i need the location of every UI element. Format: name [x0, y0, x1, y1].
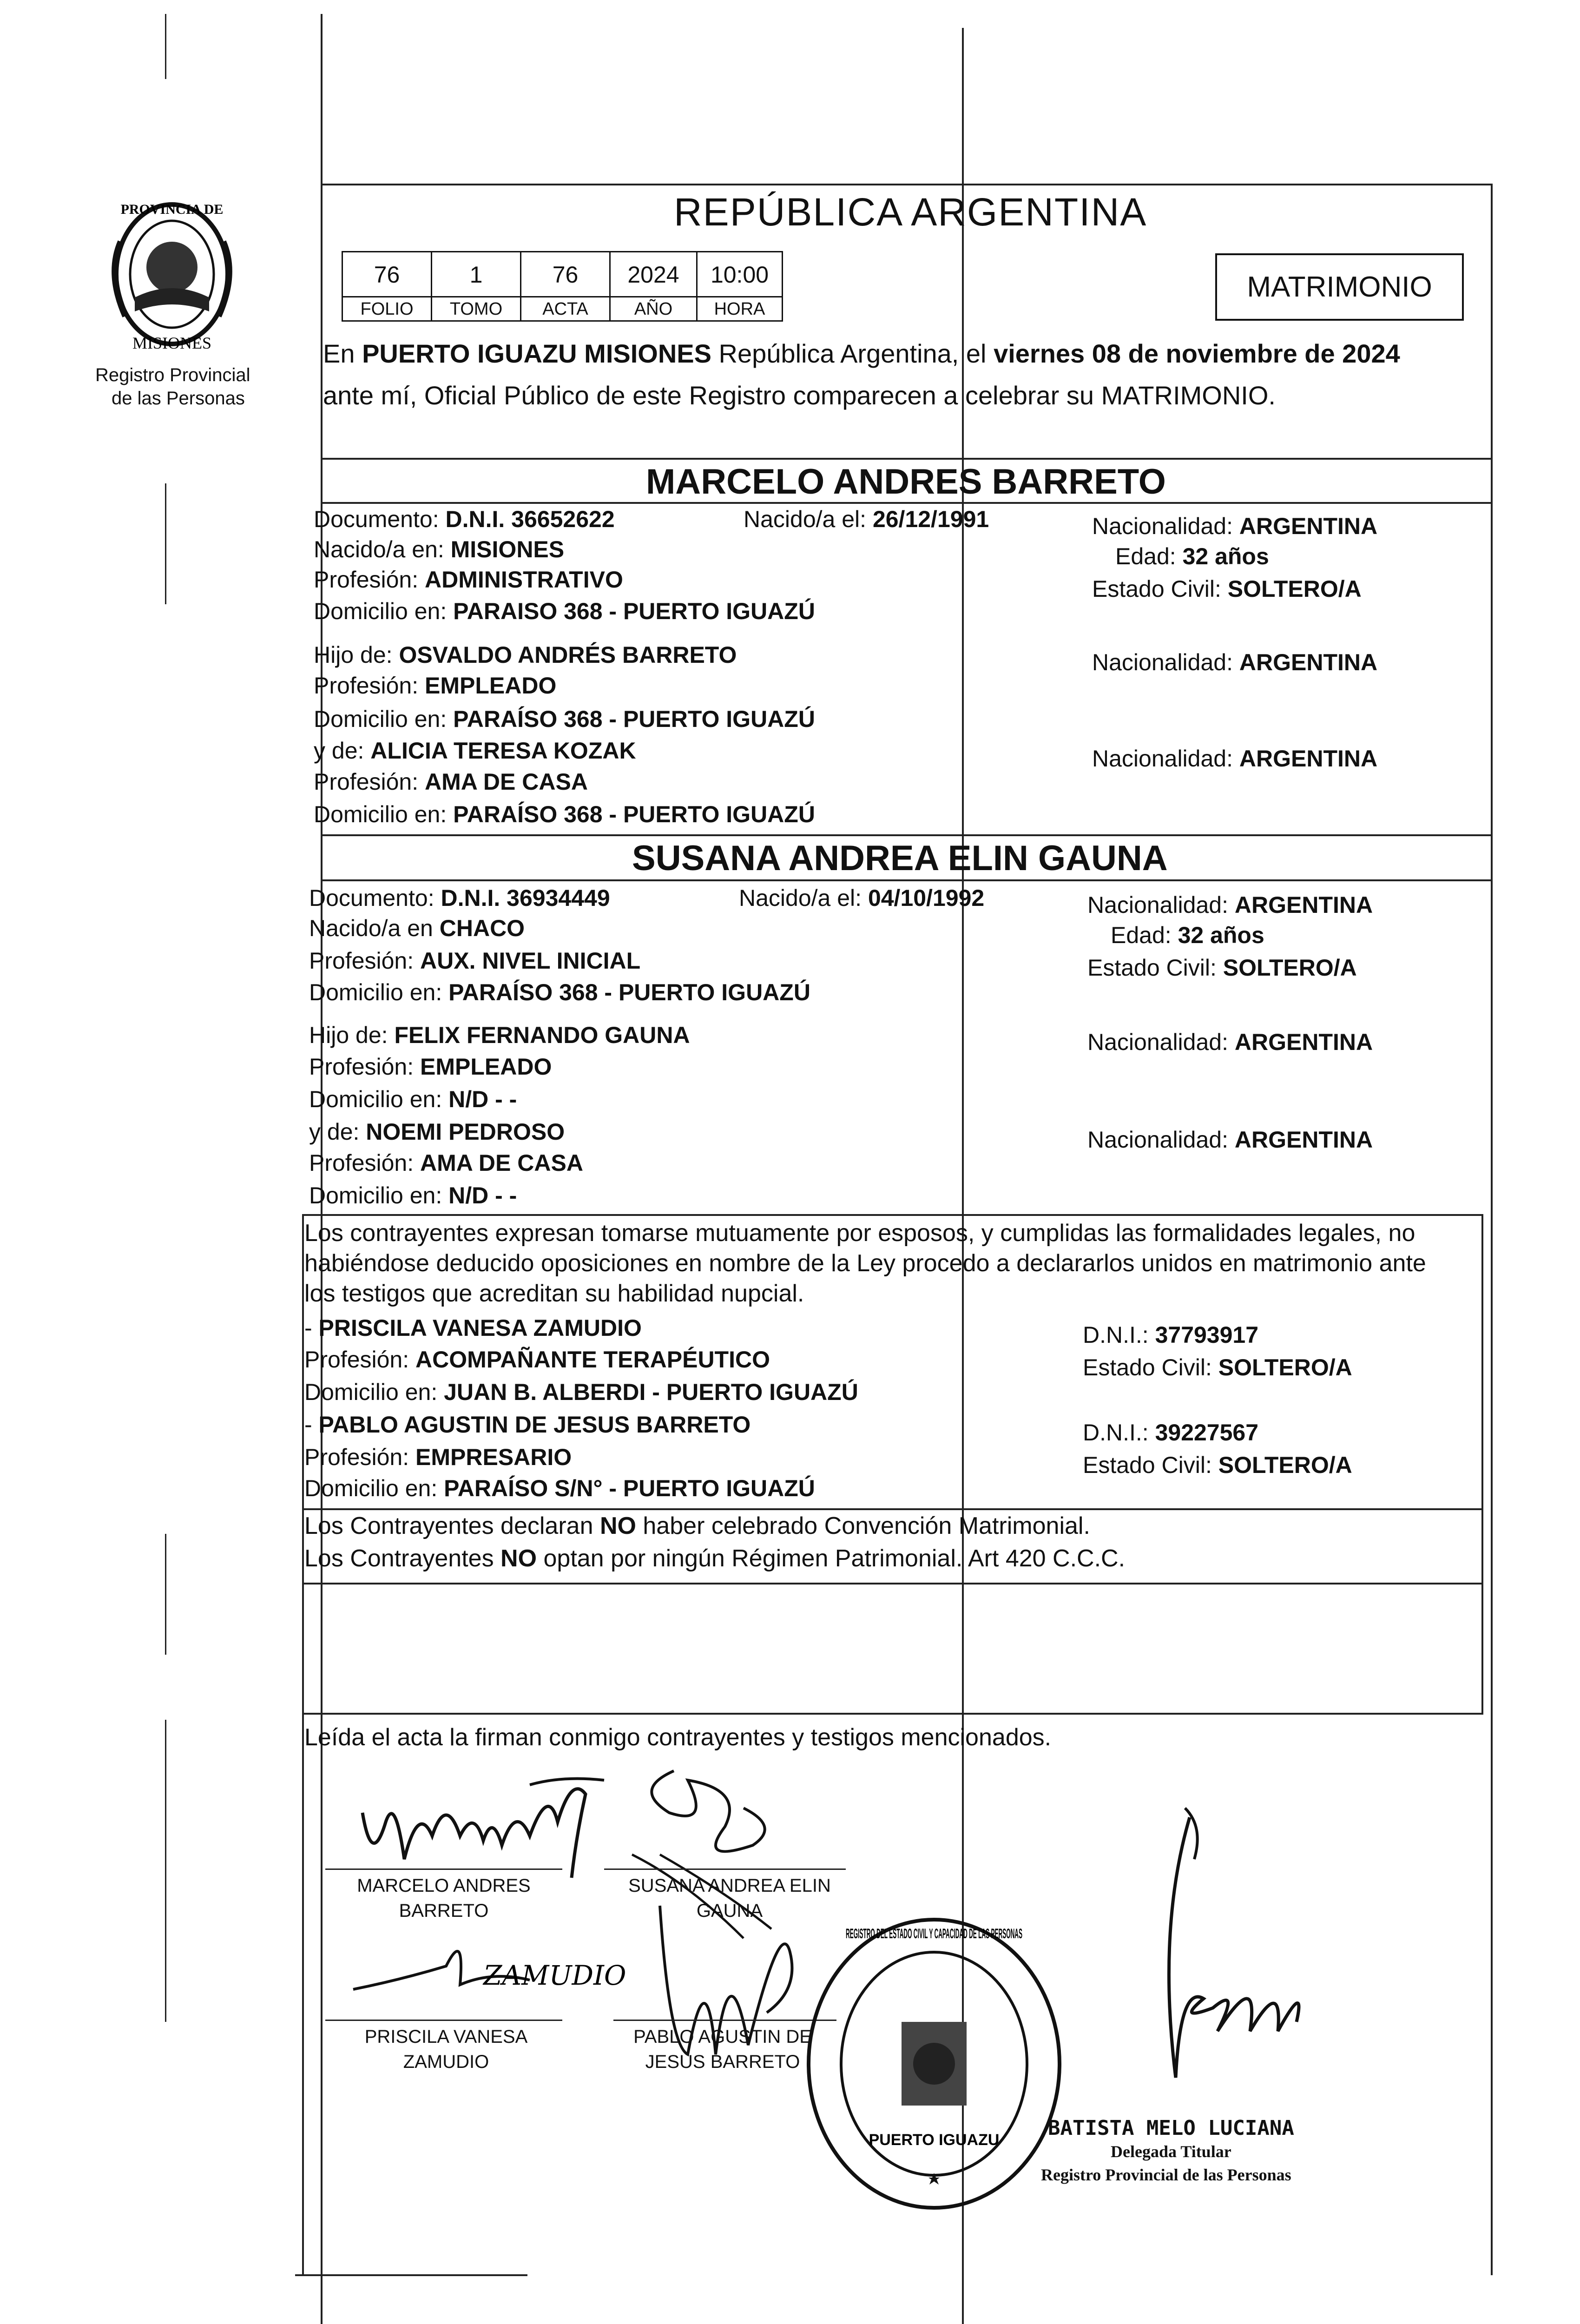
- spouse2-nationality: Nacionalidad: ARGENTINA: [1087, 892, 1373, 918]
- spouse1-father-nationality: Nacionalidad: ARGENTINA: [1092, 649, 1378, 675]
- signature-official: [1064, 1789, 1324, 2138]
- doc-type-label: MATRIMONIO: [1247, 271, 1432, 303]
- witness2-civil-status: Estado Civil: SOLTERO/A: [1083, 1452, 1352, 1478]
- intro-prefix: En: [323, 339, 362, 368]
- declaration-line3: los testigos que acreditan su habilidad nupcial.: [304, 1280, 804, 1307]
- spouse2-mother-profession: Profesión: AMA DE CASA: [309, 1150, 583, 1176]
- official-name: BATISTA MELO LUCIANA: [1048, 2116, 1294, 2140]
- registry-name-line1: Registro Provincial: [95, 365, 250, 385]
- spouse2-birthplace: Nacido/a en CHACO: [309, 915, 525, 941]
- spouse2-doc: Documento: D.N.I. 36934449: [309, 885, 610, 911]
- emblem-icon: [93, 186, 251, 363]
- witness1-dni: D.N.I.: 37793917: [1083, 1322, 1259, 1348]
- declaration-line2: habiéndose deducido oposiciones en nombre de la Ley procedo a declararlos unidos en matrimonio ante: [304, 1250, 1426, 1277]
- spouse1-age: Edad: 32 años: [1115, 543, 1269, 569]
- country-title: REPÚBLICA ARGENTINA: [674, 190, 1147, 234]
- intro-line2: ante mí, Oficial Público de este Registro comparecen a celebrar su MATRIMONIO.: [323, 381, 1276, 410]
- spouse1-father: Hijo de: OSVALDO ANDRÉS BARRETO: [314, 642, 737, 668]
- spouse1-born: Nacido/a el: 26/12/1991: [744, 506, 989, 532]
- signature-priscila: [344, 1920, 626, 2013]
- official-organization: Registro Provincial de las Personas: [1041, 2166, 1291, 2184]
- divider-regime: [302, 1508, 1483, 1510]
- frame-right-edge: [1481, 1214, 1483, 1714]
- divider-declaration: [302, 1214, 1483, 1216]
- emblem-bottom-text: MISIONES: [132, 334, 212, 352]
- spouse2-mother-address: Domicilio en: N/D - -: [309, 1182, 517, 1208]
- spouse1-father-address: Domicilio en: PARAÍSO 368 - PUERTO IGUAZÚ: [314, 706, 815, 732]
- spouse1-mother: y de: ALICIA TERESA KOZAK: [314, 738, 636, 764]
- witness2-dni: D.N.I.: 39227567: [1083, 1419, 1259, 1446]
- witness2-address: Domicilio en: PARAÍSO S/N° - PUERTO IGUAZÚ: [304, 1475, 815, 1501]
- witness2-profession: Profesión: EMPRESARIO: [304, 1444, 572, 1470]
- frame-left-edge: [302, 1214, 304, 2275]
- spouse1-mother-nationality: Nacionalidad: ARGENTINA: [1092, 746, 1378, 772]
- spouse1-address: Domicilio en: PARAISO 368 - PUERTO IGUAZÚ: [314, 598, 815, 624]
- official-stamp: [799, 1910, 1069, 2217]
- spouse2-father-profession: Profesión: EMPLEADO: [309, 1054, 552, 1080]
- intro-place: PUERTO IGUAZU MISIONES: [362, 339, 711, 368]
- spouse2-father: Hijo de: FELIX FERNANDO GAUNA: [309, 1022, 690, 1048]
- witness1-profession: Profesión: ACOMPAÑANTE TERAPÉUTICO: [304, 1347, 770, 1373]
- fold-line-left-3: [165, 1534, 166, 1655]
- signature-label-susana: SUSANA ANDREA ELIN GAUNA: [628, 1875, 831, 1921]
- emblem-top-text: PROVINCIA DE: [120, 202, 224, 217]
- declaration-line1: Los contrayentes expresan tomarse mutuamente por esposos, y cumplidas las formalidades legales, no: [304, 1220, 1415, 1247]
- regime-line1: Los Contrayentes declaran NO haber celebrado Convención Matrimonial.: [304, 1512, 1090, 1539]
- spouse1-father-profession: Profesión: EMPLEADO: [314, 673, 557, 699]
- stamp-seal-icon: [799, 1910, 1069, 2217]
- witness1-name: - PRISCILA VANESA ZAMUDIO: [304, 1315, 642, 1341]
- acta-label: ACTA: [520, 296, 611, 322]
- hour-label: HORA: [696, 296, 783, 322]
- intro-date: viernes 08 de noviembre de 2024: [994, 339, 1400, 368]
- official-role: Delegada Titular: [1111, 2142, 1231, 2161]
- stamp-center-text: PUERTO IGUAZU: [869, 2131, 1000, 2149]
- signature-label-priscila: PRISCILA VANESA ZAMUDIO: [364, 2027, 528, 2072]
- spouse1-profession: Profesión: ADMINISTRATIVO: [314, 567, 623, 593]
- spouse1-name: MARCELO ANDRES BARRETO: [646, 462, 1166, 502]
- divider-closing: [302, 1713, 1483, 1715]
- divider-spouse1-top: [321, 458, 1493, 460]
- spouse2-profession: Profesión: AUX. NIVEL INICIAL: [309, 948, 641, 974]
- signature-label-pablo: PABLO AGUSTIN DE JESUS BARRETO: [633, 2027, 812, 2072]
- spouse2-address: Domicilio en: PARAÍSO 368 - PUERTO IGUAZÚ: [309, 979, 810, 1005]
- tomo-label: TOMO: [431, 296, 521, 322]
- witness1-address: Domicilio en: JUAN B. ALBERDI - PUERTO IGUAZÚ: [304, 1379, 858, 1405]
- signature-line-1: [325, 1868, 562, 1870]
- witness1-civil-status: Estado Civil: SOLTERO/A: [1083, 1354, 1352, 1380]
- witness2-name: - PABLO AGUSTIN DE JESUS BARRETO: [304, 1412, 751, 1438]
- divider-regime-bottom: [302, 1583, 1483, 1585]
- closing-text: Leída el acta la firman conmigo contrayentes y testigos mencionados.: [304, 1724, 1052, 1751]
- fold-line-left-2: [165, 483, 166, 604]
- signature-label-marcelo: MARCELO ANDRES BARRETO: [357, 1875, 531, 1921]
- spouse2-name: SUSANA ANDREA ELIN GAUNA: [632, 838, 1168, 878]
- divider-spouse2-top: [321, 834, 1493, 836]
- intro-mid: República Argentina, el: [711, 339, 994, 368]
- spouse1-civil-status: Estado Civil: SOLTERO/A: [1092, 576, 1362, 602]
- stamp-ring-text: REGISTRO DEL ESTADO CIVIL Y CAPACIDAD DE LAS PERSONAS: [846, 1926, 1022, 1941]
- regime-line2: Los Contrayentes NO optan por ningún Régimen Patrimonial. Art 420 C.C.C.: [304, 1545, 1126, 1572]
- spouse1-mother-address: Domicilio en: PARAÍSO 368 - PUERTO IGUAZÚ: [314, 801, 815, 827]
- tomo-value: 1: [431, 251, 521, 297]
- doc-type-box: [1215, 253, 1464, 321]
- divider-spouse1-name: [321, 502, 1493, 504]
- spouse2-father-nationality: Nacionalidad: ARGENTINA: [1087, 1029, 1373, 1055]
- hour-value: 10:00: [696, 251, 783, 297]
- registry-name-line2: de las Personas: [112, 388, 245, 409]
- spouse2-father-address: Domicilio en: N/D - -: [309, 1086, 517, 1112]
- frame-bottom-edge: [295, 2274, 527, 2276]
- spouse2-age: Edad: 32 años: [1111, 922, 1264, 948]
- spouse2-born: Nacido/a el: 04/10/1992: [739, 885, 985, 911]
- year-value: 2024: [609, 251, 698, 297]
- fold-line-left: [165, 14, 166, 79]
- acta-fields-table: [342, 251, 783, 323]
- signature-line-3: [325, 2020, 562, 2021]
- spouse2-mother-nationality: Nacionalidad: ARGENTINA: [1087, 1127, 1373, 1153]
- spouse1-doc: Documento: D.N.I. 36652622: [314, 506, 615, 532]
- spouse2-civil-status: Estado Civil: SOLTERO/A: [1087, 955, 1357, 981]
- intro-line1: [323, 339, 1400, 368]
- handwritten-zamudio: ZAMUDIO: [483, 1960, 626, 1991]
- folio-value: 76: [342, 251, 432, 297]
- spouse1-mother-profession: Profesión: AMA DE CASA: [314, 769, 588, 795]
- year-label: AÑO: [609, 296, 698, 322]
- fold-line-left-4: [165, 1720, 166, 2022]
- spouse1-birthplace: Nacido/a en: MISIONES: [314, 536, 565, 562]
- registry-emblem: [93, 186, 251, 363]
- spouse2-mother: y de: NOEMI PEDROSO: [309, 1119, 565, 1145]
- acta-value: 76: [520, 251, 611, 297]
- divider-spouse2-name: [321, 879, 1493, 881]
- folio-label: FOLIO: [342, 296, 432, 322]
- spouse1-nationality: Nacionalidad: ARGENTINA: [1092, 513, 1378, 539]
